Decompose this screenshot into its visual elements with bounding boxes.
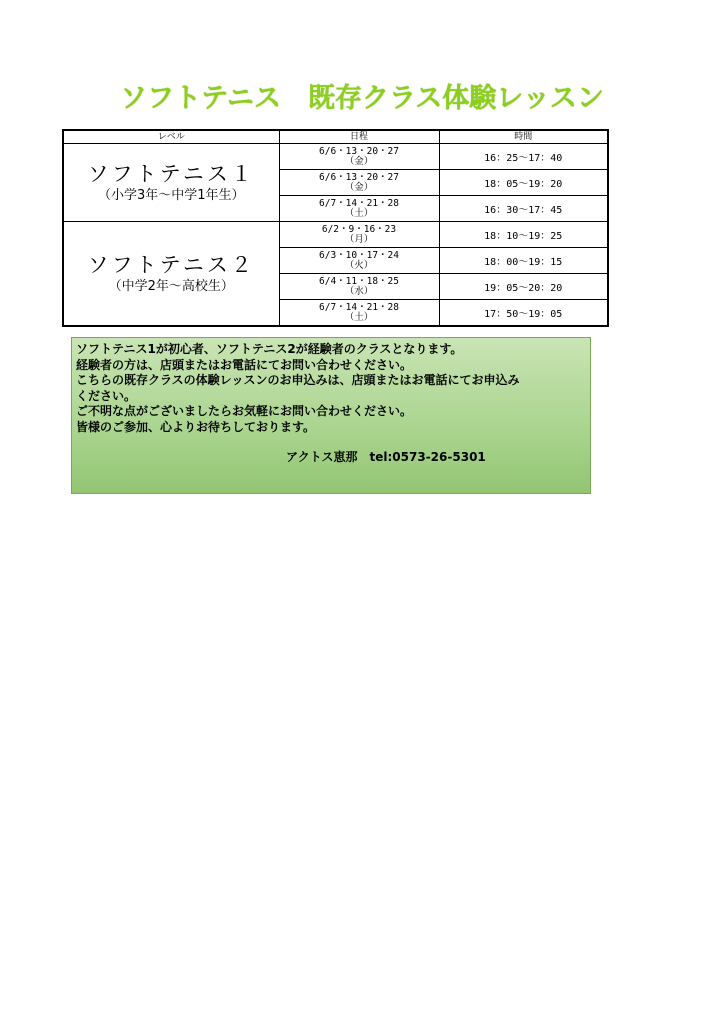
level-cell-2 [63, 222, 279, 327]
table-header-row [63, 130, 608, 144]
time-cell: 19：05～20：20 [439, 274, 608, 300]
weekday: （土） [344, 207, 374, 219]
time-cell: 16：30～17：45 [439, 196, 608, 222]
dates: 6/2・9・16・23 [321, 223, 397, 235]
date-cell [279, 274, 439, 300]
date-cell [279, 144, 439, 170]
contact-info: アクトス恵那 tel:0573-26-5301 [286, 450, 486, 464]
weekday: （金） [344, 155, 374, 167]
weekday: （土） [344, 311, 374, 323]
level-name: ソフトテニス２ [87, 252, 255, 277]
dates: 6/7・14・21・28 [319, 197, 399, 209]
dates: 6/4・11・18・25 [319, 275, 399, 287]
dates: 6/6・13・20・27 [319, 171, 399, 183]
table-row [63, 144, 608, 170]
notice-box [71, 337, 591, 494]
time-cell: 18：10～19：25 [439, 222, 608, 248]
notice-line: こちらの既存クラスの体験レッスンのお申込みは、店頭またはお電話にてお申込み [76, 373, 520, 387]
page-title: ソフトテニス 既存クラス体験レッスン [120, 83, 604, 114]
notice-line: 経験者の方は、店頭またはお電話にてお問い合わせください。 [76, 357, 413, 372]
weekday: （月） [344, 233, 374, 245]
time-cell: 17：50～19：05 [439, 300, 608, 327]
schedule-table [62, 129, 609, 327]
level-name: ソフトテニス１ [87, 161, 255, 186]
weekday: （火） [344, 259, 374, 271]
header-time: 時間 [439, 130, 608, 144]
level-cell-1 [63, 144, 279, 222]
date-cell [279, 300, 439, 327]
weekday: （金） [344, 181, 374, 193]
level-grade: （中学2年～高校生） [108, 278, 234, 294]
dates: 6/6・13・20・27 [319, 145, 399, 157]
header-level: レベル [63, 130, 279, 144]
date-cell [279, 170, 439, 196]
table-row [63, 222, 608, 248]
dates: 6/7・14・21・28 [319, 301, 399, 313]
notice-line: ソフトテニス1が初心者、ソフトテニス2が経験者のクラスとなります。 [76, 342, 463, 356]
date-cell [279, 248, 439, 274]
dates: 6/3・10・17・24 [319, 249, 399, 261]
time-cell: 18：05～19：20 [439, 170, 608, 196]
notice-line: 皆様のご参加、心よりお待ちしております。 [76, 419, 316, 434]
time-cell: 16：25～17：40 [439, 144, 608, 170]
weekday: （水） [344, 285, 374, 297]
date-cell [279, 222, 439, 248]
header-dates: 日程 [279, 130, 439, 144]
notice-line: ご不明な点がございましたらお気軽にお問い合わせください。 [76, 404, 413, 418]
notice-line: ください。 [76, 388, 137, 403]
date-cell [279, 196, 439, 222]
level-grade: （小学3年～中学1年生） [97, 187, 245, 203]
time-cell: 18：00～19：15 [439, 248, 608, 274]
